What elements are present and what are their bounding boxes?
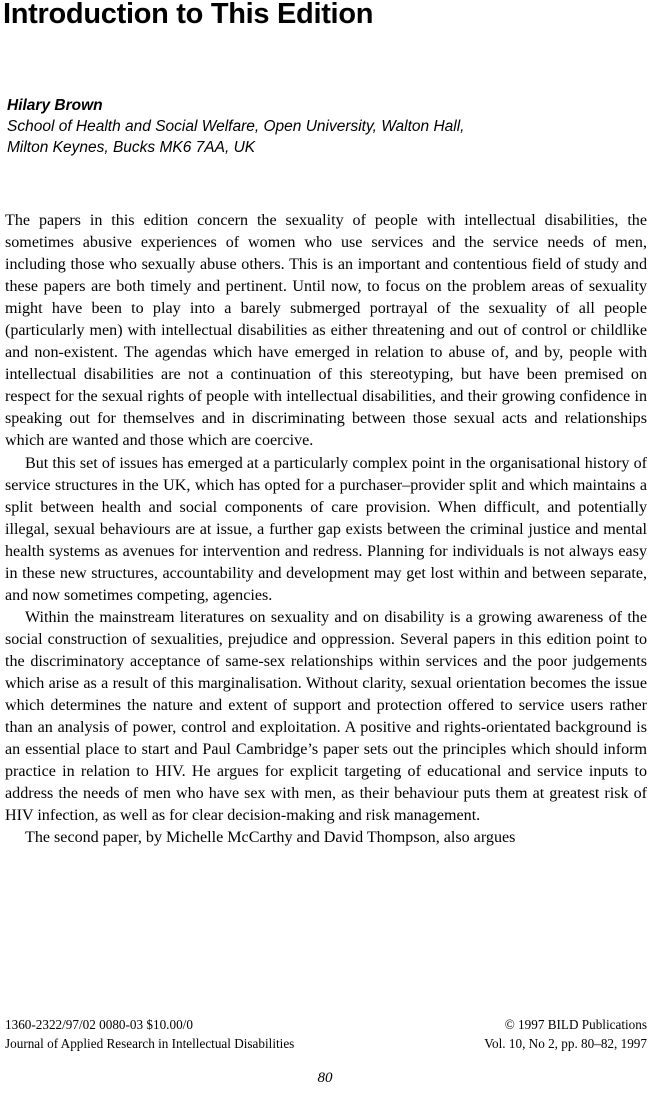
footer-journal-name: Journal of Applied Research in Intellectual Disabilities xyxy=(5,1036,295,1051)
footer-right xyxy=(484,1015,647,1053)
article-title: Introduction to This Edition xyxy=(3,0,374,30)
footer-copyright: © 1997 BILD Publications xyxy=(504,1017,647,1032)
page-number: 80 xyxy=(317,1070,333,1086)
footer-volume-info: Vol. 10, No 2, pp. 80–82, 1997 xyxy=(484,1036,647,1051)
footer-issn-price: 1360-2322/97/02 0080-03 $10.00/0 xyxy=(5,1017,193,1032)
article-body xyxy=(5,210,647,849)
author-affiliation-line-1: School of Health and Social Welfare, Open University, Walton Hall, xyxy=(7,118,465,135)
footer-left xyxy=(5,1015,294,1053)
paragraph-2: But this set of issues has emerged at a particularly complex point in the organisational history of service structures in the UK, which has opted for a purchaser–provider split and which maintains a split between health and social components of care provision. When difficult, and potentially illegal, sexual behaviours are at issue, a further gap exists between the criminal justice and mental health systems as avenues for intervention and redress. Planning for individuals is not always easy in these new structures, accountability and development may get lost within and between separate, and now sometimes competing, agencies. xyxy=(5,454,647,604)
author-name: Hilary Brown xyxy=(7,97,103,114)
paragraph-1: The papers in this edition concern the sexuality of people with intellectual disabilities, the sometimes abusive experiences of women who use services and the service needs of men, including those who sexually abuse others. This is an important and contentious field of study and these papers are both timely and pertinent. Until now, to focus on the problem areas of sexuality might have been to play into a barely submerged portrayal of the sexuality of all people (particularly men) with intellectual disabilities as either threatening and out of control or childlike and non-existent. The agendas which have emerged in relation to abuse of, and by, people with intellectual disabilities are not a continuation of this stereotyping, but have been premised on respect for the sexual rights of people with intellectual disabilities, and their growing confidence in speaking out for themselves and in discriminating between those sexual acts and relationships which are wanted and those which are coercive. xyxy=(5,212,647,450)
author-block xyxy=(7,95,464,158)
paragraph-3: Within the mainstream literatures on sexuality and on disability is a growing awareness of the social construction of sexualities, prejudice and oppression. Several papers in this edition point to the discriminatory acceptance of same-sex relationships within services and the poor judgements which arise as a result of this marginalisation. Without clarity, sexual orientation becomes the issue which determines the nature and extent of support and protection offered to service users rather than an analysis of power, control and exploitation. A positive and rights-orientated background is an essential place to start and Paul Cambridge’s paper sets out the principles which should inform practice in relation to HIV. He argues for explicit targeting of educational and service inputs to address the needs of men who have sex with men, as their behaviour puts them at greatest risk of HIV infection, as well as for clear decision-making and risk management. xyxy=(5,608,647,825)
page-footer xyxy=(5,1015,647,1053)
author-affiliation-line-2: Milton Keynes, Bucks MK6 7AA, UK xyxy=(7,139,256,156)
paragraph-4: The second paper, by Michelle McCarthy and David Thompson, also argues xyxy=(25,829,516,847)
